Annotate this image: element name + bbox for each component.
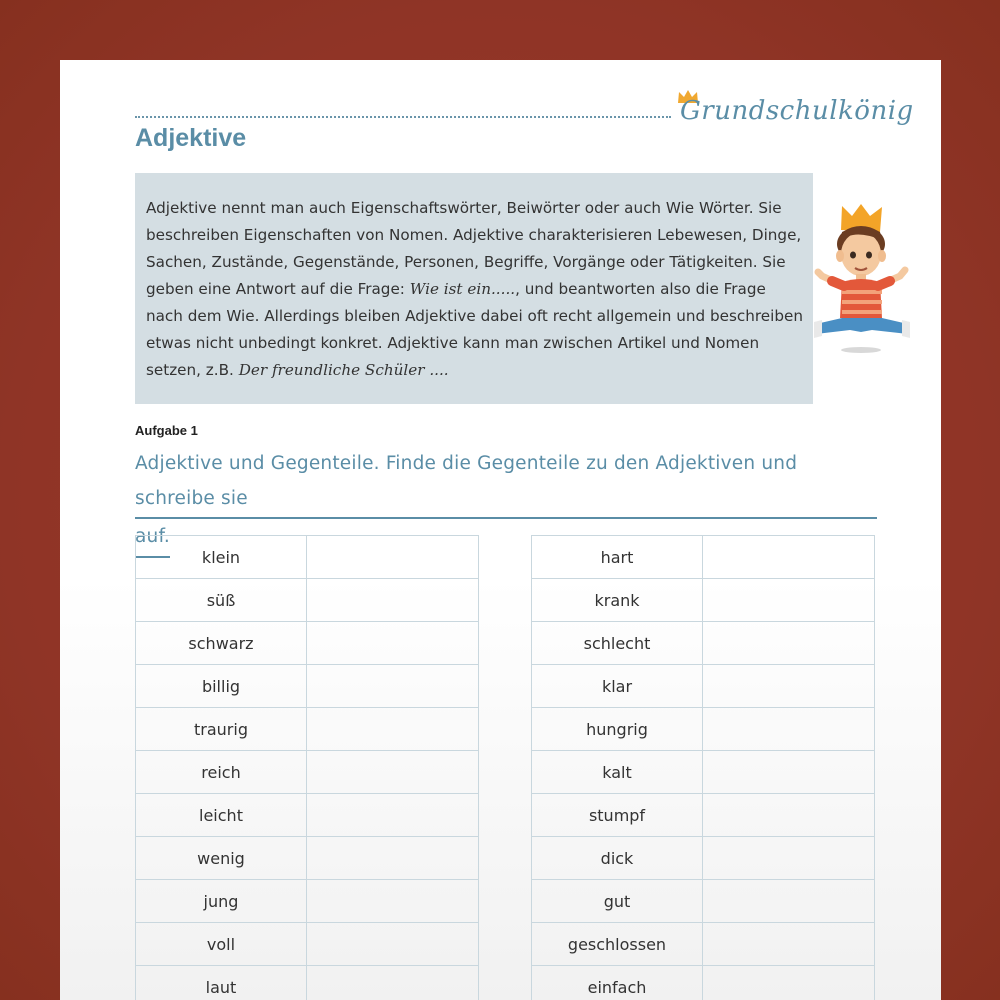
adjective-cell: klein: [136, 536, 307, 579]
adjective-cell: leicht: [136, 794, 307, 837]
answer-cell[interactable]: [703, 708, 875, 751]
table-row: [136, 880, 479, 923]
intro-question: Wie ist ein.....: [409, 280, 516, 298]
table-row: [532, 536, 875, 579]
task-label: Aufgabe 1: [135, 423, 198, 438]
answer-cell[interactable]: [307, 923, 479, 966]
adjective-cell: süß: [136, 579, 307, 622]
table-row: [136, 665, 479, 708]
table-row: [532, 665, 875, 708]
answer-cell[interactable]: [307, 536, 479, 579]
adjective-cell: geschlossen: [532, 923, 703, 966]
worksheet-page: [60, 60, 941, 1000]
answer-cell[interactable]: [703, 880, 875, 923]
header-dotted-line: [135, 116, 671, 118]
table-row: [532, 622, 875, 665]
answer-cell[interactable]: [307, 880, 479, 923]
adjective-cell: billig: [136, 665, 307, 708]
answer-cell[interactable]: [703, 794, 875, 837]
adjective-cell: einfach: [532, 966, 703, 1000]
answer-cell[interactable]: [307, 579, 479, 622]
answer-cell[interactable]: [703, 837, 875, 880]
table-row: [532, 923, 875, 966]
table-row: [136, 837, 479, 880]
adjective-cell: kalt: [532, 751, 703, 794]
table-row: [136, 708, 479, 751]
adjective-cell: klar: [532, 665, 703, 708]
table-row: [532, 837, 875, 880]
task-instruction-line1: Adjektive und Gegenteile. Finde die Gegenteile zu den Adjektiven und schreibe sie: [135, 446, 877, 519]
answer-cell[interactable]: [703, 622, 875, 665]
intro-text: Adjektive nennt man auch Eigenschaftswörter, Beiwörter oder auch Wie Wörter. Sie beschreiben Eigenschaften von Nomen. Adjektive charakterisieren Lebewesen, Dinge, Sachen, Zustände, Gegenstände, Personen, Begriffe, Vorgänge oder Tätigkeiten. Sie geben eine Antwort auf die Frage:: [146, 199, 802, 298]
table-row: [136, 622, 479, 665]
adjective-cell: reich: [136, 751, 307, 794]
adjective-cell: jung: [136, 880, 307, 923]
answer-cell[interactable]: [307, 622, 479, 665]
adjective-cell: hart: [532, 536, 703, 579]
answer-cell[interactable]: [307, 837, 479, 880]
table-row: [532, 708, 875, 751]
answer-cell[interactable]: [307, 966, 479, 1000]
answer-cell[interactable]: [703, 536, 875, 579]
intro-box: [135, 173, 813, 404]
answer-cell[interactable]: [703, 665, 875, 708]
table-row: [136, 794, 479, 837]
table-row: [532, 794, 875, 837]
adjective-cell: voll: [136, 923, 307, 966]
adjective-cell: schwarz: [136, 622, 307, 665]
word-table-left: [135, 535, 479, 1000]
answer-cell[interactable]: [307, 665, 479, 708]
answer-cell[interactable]: [703, 751, 875, 794]
table-row: [532, 579, 875, 622]
answer-cell[interactable]: [703, 579, 875, 622]
adjective-cell: traurig: [136, 708, 307, 751]
intro-text-cont: , und beantworten also die Frage nach dem Wie. Allerdings bleiben Adjektive dabei oft recht allgemein und beschreiben etwas nicht unbedingt konkret. Adjektive kann man zwischen Artikel und Nomen setzen, z.B.: [146, 280, 803, 379]
word-table-right: [531, 535, 875, 1000]
table-row: [136, 579, 479, 622]
table-row: [136, 751, 479, 794]
adjective-cell: laut: [136, 966, 307, 1000]
table-row: [136, 923, 479, 966]
table-row: [136, 536, 479, 579]
intro-example: Der freundliche Schüler ....: [238, 361, 449, 379]
adjective-cell: schlecht: [532, 622, 703, 665]
table-row: [532, 880, 875, 923]
table-row: [136, 966, 479, 1000]
brand-logo: Grundschulkönig: [680, 96, 914, 126]
answer-cell[interactable]: [307, 794, 479, 837]
adjective-cell: hungrig: [532, 708, 703, 751]
adjective-cell: krank: [532, 579, 703, 622]
answer-cell[interactable]: [703, 966, 875, 1000]
answer-cell[interactable]: [307, 708, 479, 751]
adjective-cell: dick: [532, 837, 703, 880]
table-row: [532, 751, 875, 794]
adjective-cell: stumpf: [532, 794, 703, 837]
answer-cell[interactable]: [307, 751, 479, 794]
task-instruction-line2: auf.: [135, 519, 170, 558]
adjective-cell: wenig: [136, 837, 307, 880]
answer-cell[interactable]: [703, 923, 875, 966]
kid-with-crown-illustration: [812, 202, 912, 357]
table-row: [532, 966, 875, 1000]
adjective-cell: gut: [532, 880, 703, 923]
page-title: Adjektive: [135, 124, 247, 152]
